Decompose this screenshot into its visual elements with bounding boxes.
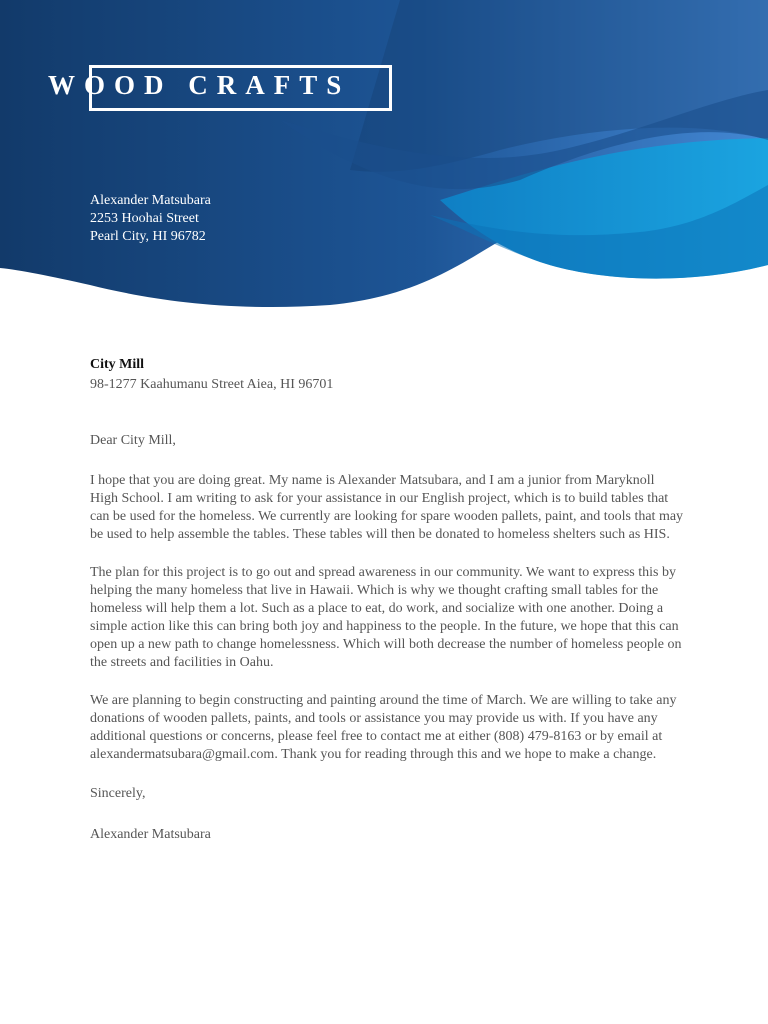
sender-address-block <box>90 192 211 246</box>
sender-name: Alexander Matsubara <box>90 193 211 208</box>
body-paragraph: I hope that you are doing great. My name is Alexander Matsubara, and I am a junior from Maryknoll High School. I am writing to ask for your assistance in our English project, which is to build tables that can be used for the homeless. We currently are looking for spare wooden pallets, paint, and tools that may be used to help assemble the tables. These tables will then be donated to homeless shelters such as HIS. <box>90 473 684 542</box>
body-paragraph: We are planning to begin constructing and painting around the time of March. We are willing to take any donations of wooden pallets, paints, and tools or assistance you may provide us with. If you have any additional questions or concerns, please feel free to contact me at either (808) 479-8163 or by email at alexandermatsubara@gmail.com. Thank you for reading through this and we hope to make a change. <box>90 693 677 762</box>
header-wave-graphic <box>0 0 768 320</box>
closing: Sincerely, <box>90 786 146 801</box>
recipient-address: 98-1277 Kaahumanu Street Aiea, HI 96701 <box>90 377 334 392</box>
sender-city-line: Pearl City, HI 96782 <box>90 229 206 244</box>
salutation: Dear City Mill, <box>90 433 176 448</box>
recipient-name: City Mill <box>90 357 145 372</box>
letter-body <box>90 356 685 844</box>
signature-name: Alexander Matsubara <box>90 827 211 842</box>
brand-logo: WOOD CRAFTS <box>48 70 351 100</box>
sender-street: 2253 Hoohai Street <box>90 211 199 226</box>
body-paragraph: The plan for this project is to go out and spread awareness in our community. We want to express this by helping the many homeless that live in Hawaii. Which is why we thought crafting small tables for the homeless will help them a lot. Such as a place to eat, do work, and socialize with one another. Doing a simple action like this can bring both joy and happiness to the people. In the future, we hope that this can open up a new path to change homelessness. Which will both decrease the number of homeless people on the streets and facilities in Oahu. <box>90 565 682 670</box>
